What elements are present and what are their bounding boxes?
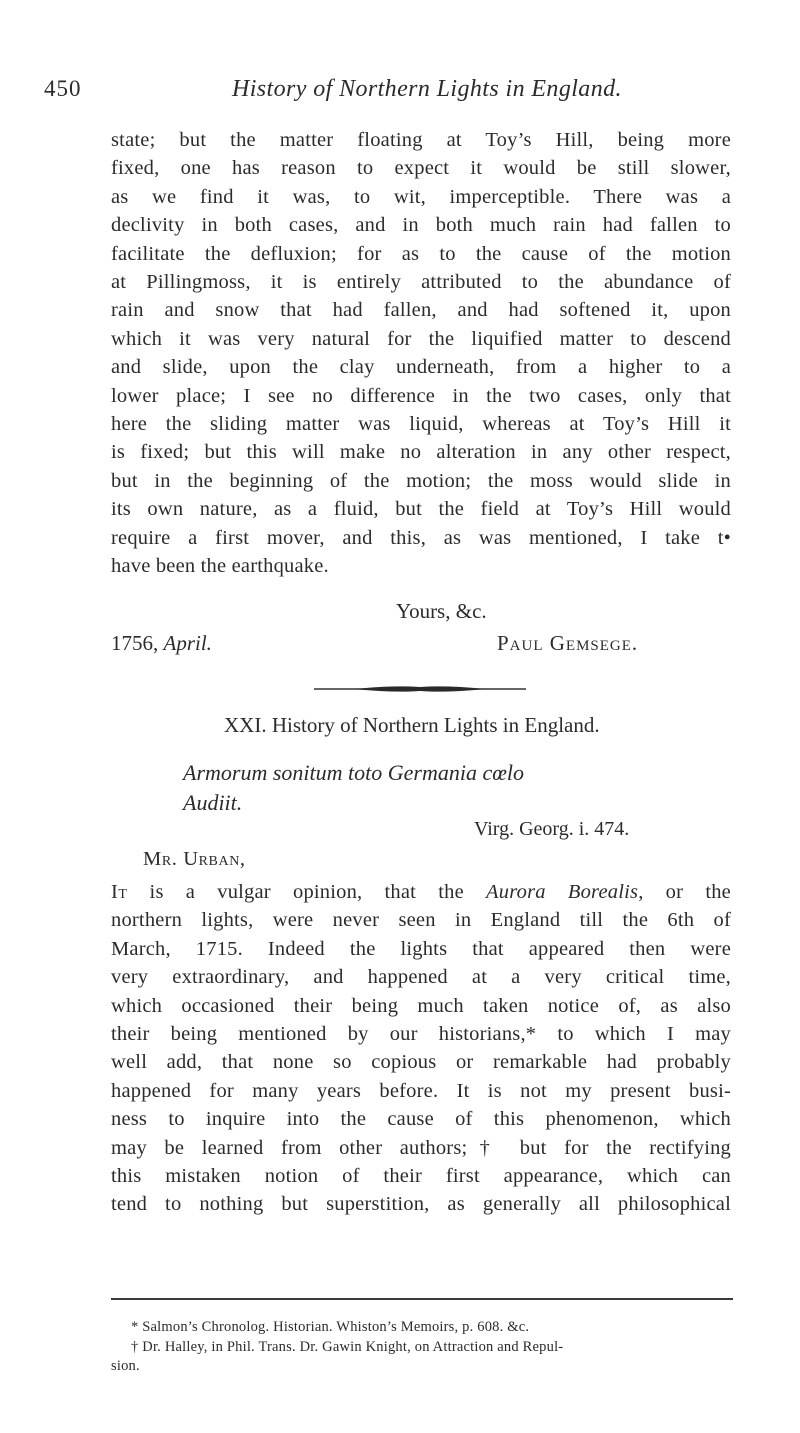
text-line: at Pillingmoss, it is entirely attributed to the abundance of <box>111 271 731 294</box>
italic-term: Aurora Borealis <box>486 881 639 903</box>
running-title: History of Northern Lights in England. <box>232 76 622 102</box>
text-line: facilitate the defluxion; for as to the cause of the motion <box>111 242 731 265</box>
text-line: well add, that none so copious or remarkable had probably <box>111 1051 731 1074</box>
text-line: state; but the matter floating at Toy’s Hill, being more <box>111 129 731 151</box>
text-line: as we find it was, to wit, imperceptible. There was a <box>111 185 731 208</box>
text-line: have been the earthquake. <box>111 555 329 578</box>
text-line: require a first mover, and this, as was mentioned, I take t• <box>111 526 731 549</box>
footnotes <box>111 1318 731 1377</box>
text-line: but in the beginning of the motion; the moss would slide in <box>111 469 731 492</box>
section-heading: XXI. History of Northern Lights in England. <box>224 713 600 737</box>
text-line: this mistaken notion of their first appearance, which can <box>111 1165 731 1188</box>
text-line: which it was very natural for the liquified matter to descend <box>111 327 731 350</box>
letter-body <box>111 126 731 581</box>
letter-date <box>111 631 212 656</box>
text-line: is fixed; but this will make no alteration in any other respect, <box>111 441 731 464</box>
drop-cap: It <box>111 881 128 903</box>
text-line: here the sliding matter was liquid, whereas at Toy’s Hill it <box>111 413 731 436</box>
text-line: tend to nothing but superstition, as generally all philosophical <box>111 1193 731 1216</box>
letter-signature: Paul Gemsege. <box>497 631 639 655</box>
text-line: rain and snow that had fallen, and had softened it, upon <box>111 299 731 322</box>
text-line: their being mentioned by our historians,* to which I may <box>111 1023 731 1046</box>
date-year: 1756, <box>111 631 159 655</box>
text-line: may be learned from other authors;† but for the rectifying <box>111 1136 731 1159</box>
footnote: † Dr. Halley, in Phil. Trans. Dr. Gawin Knight, on Attraction and Repul- <box>131 1338 564 1355</box>
text-line: It is a vulgar opinion, that the Aurora Borealis, or the <box>111 881 731 903</box>
date-month: April. <box>163 631 212 655</box>
running-head <box>44 76 764 112</box>
text-line: which occasioned their being much taken notice of, as also <box>111 994 731 1017</box>
page-number: 450 <box>44 76 82 101</box>
text-line: northern lights, were never seen in England till the 6th of <box>111 909 731 932</box>
addressee: Mr. Urban, <box>143 848 246 870</box>
letter-closing: Yours, &c. <box>396 599 487 623</box>
footnote: * Salmon’s Chronolog. Historian. Whiston’s Memoirs, p. 608. &c. <box>131 1319 530 1335</box>
ornamental-rule <box>314 684 526 694</box>
text-line: and slide, upon the clay underneath, from a higher to a <box>111 356 731 379</box>
text-line: ness to inquire into the cause of this phenomenon, which <box>111 1108 731 1131</box>
motto <box>183 758 524 818</box>
motto-line: Armorum sonitum toto Germania cœlo <box>183 760 524 785</box>
text-line: March, 1715. Indeed the lights that appeared then were <box>111 937 731 960</box>
motto-source: Virg. Georg. i. 474. <box>474 818 630 840</box>
text-line: fixed, one has reason to expect it would be still slower, <box>111 157 731 180</box>
text-line: declivity in both cases, and in both much rain had fallen to <box>111 214 731 237</box>
text-line: its own nature, as a fluid, but the field at Toy’s Hill would <box>111 498 731 521</box>
text-line: lower place; I see no difference in the two cases, only that <box>111 384 731 407</box>
motto-line: Audiit. <box>183 790 243 815</box>
footnote-divider <box>111 1298 733 1300</box>
footnote-continuation: sion. <box>111 1358 140 1375</box>
essay-body <box>111 878 731 1219</box>
text-line: happened for many years before. It is not my present busi- <box>111 1079 731 1102</box>
text-line: very extraordinary, and happened at a very critical time, <box>111 966 731 989</box>
